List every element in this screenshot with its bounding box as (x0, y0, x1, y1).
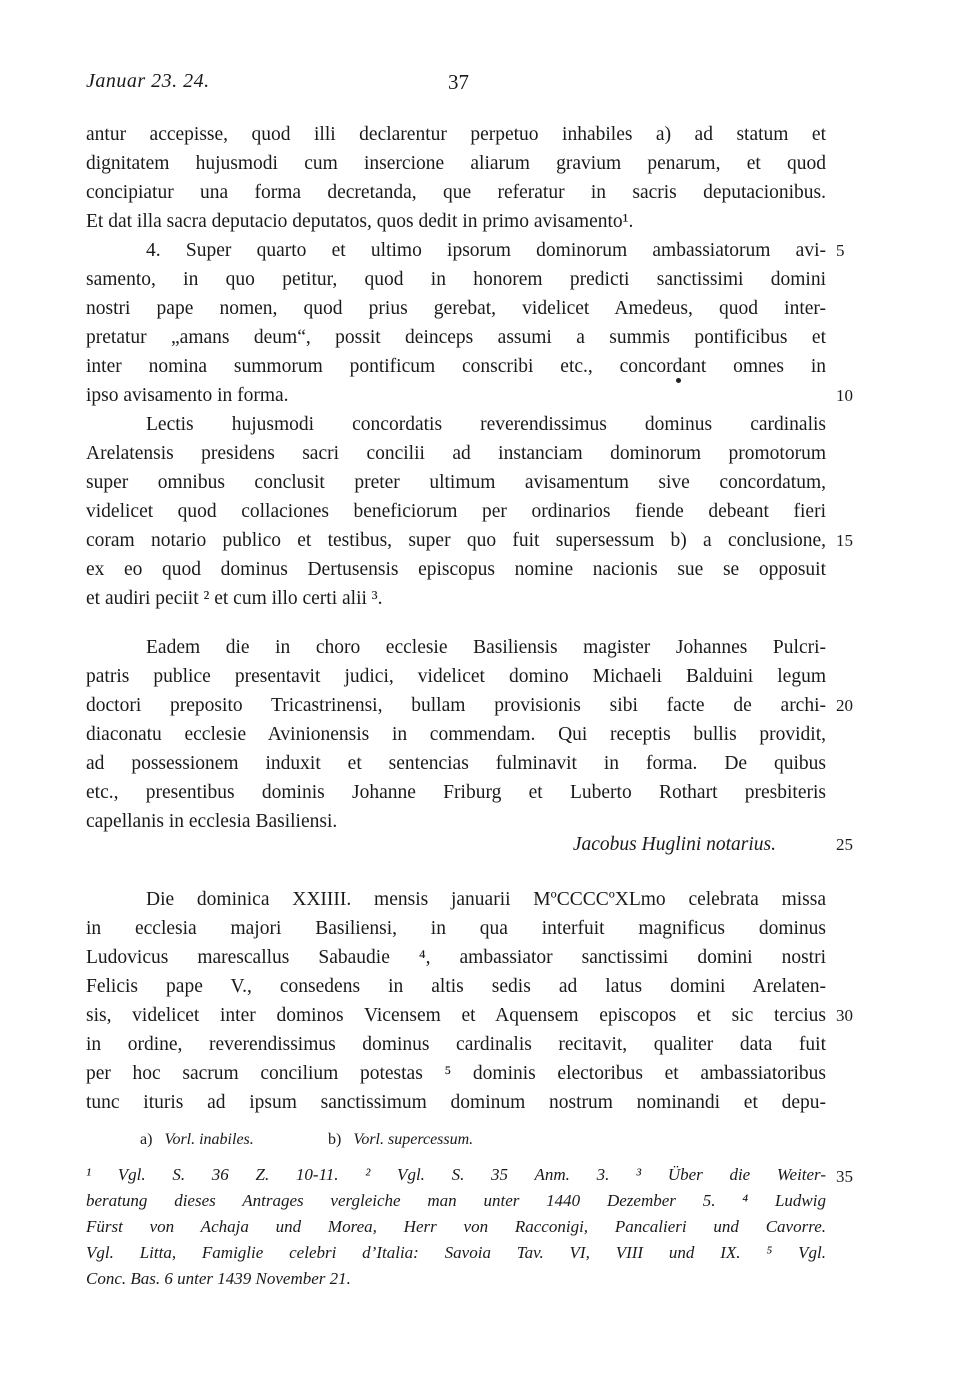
text-line: ex eo quod dominus Dertusensis episcopus nomine nacionis sue se opposuit (86, 559, 826, 580)
text-line: Die dominica XXIIII. mensis januarii MºCCCCºXLmo celebrata missa (146, 889, 826, 910)
text-line: sis, videlicet inter dominos Vicensem et Aquensem episcopos et sic tercius (86, 1005, 826, 1026)
text-line: 4. Super quarto et ultimo ipsorum dominorum ambassiatorum avi- (146, 240, 826, 261)
footnote-line: ¹ Vgl. S. 36 Z. 10-11. ² Vgl. S. 35 Anm. 3. ³ Über die Weiter- (86, 1165, 826, 1184)
text-note-text: Vorl. supercessum. (353, 1131, 474, 1148)
text-line: Lectis hujusmodi concordatis reverendissimus dominus cardinalis (146, 414, 826, 435)
line-number: 10 (836, 386, 853, 405)
text-line: antur accepisse, quod illi declarentur perpetuo inhabiles a) ad statum et (86, 124, 826, 145)
text-line: pretatur „amans deum“, possit deinceps assumi a summis pontificibus et (86, 327, 826, 348)
text-line: doctori preposito Tricastrinensi, bullam provisionis sibi facte de archi- (86, 695, 826, 716)
line-number: 25 (836, 835, 853, 854)
text-line: ad possessionem induxit et sentencias fulminavit in forma. De quibus (86, 753, 826, 774)
text-line: Arelatensis presidens sacri concilii ad instanciam dominorum promotorum (86, 443, 826, 464)
signature-line: Jacobus Huglini notarius. (572, 834, 776, 855)
text-line: tunc ituris ad ipsum sanctissimum dominum nostrum nominandi et depu- (86, 1092, 826, 1113)
running-head: Januar 23. 24. (86, 70, 210, 92)
text-note-text: Vorl. inabiles. (164, 1131, 254, 1148)
text-line: in ordine, reverendissimus dominus cardinalis recitavit, qualiter data fuit (86, 1034, 826, 1055)
text-line: videlicet quod collaciones beneficiorum per ordinarios fiende debeant fieri (86, 501, 826, 522)
text-note-a (140, 1128, 254, 1152)
text-line: diaconatu ecclesie Avinionensis in commendam. Qui receptis bullis providit, (86, 724, 826, 745)
text-line: capellanis in ecclesia Basiliensi. (86, 811, 338, 832)
text-line: inter nomina summorum pontificum conscribi etc., concordant omnes in (86, 356, 826, 377)
page-header (86, 70, 826, 100)
footnote-line: Conc. Bas. 6 unter 1439 November 21. (86, 1269, 351, 1288)
footnote-line: beratung dieses Antrages vergleiche man unter 1440 Dezember 5. ⁴ Ludwig (86, 1191, 826, 1210)
footnote-line: Fürst von Achaja und Morea, Herr von Racconigi, Pancalieri und Cavorre. (86, 1217, 826, 1236)
line-number: 5 (836, 241, 845, 260)
text-line: patris publice presentavit judici, videlicet domino Michaeli Balduini legum (86, 666, 826, 687)
line-number: 35 (836, 1167, 853, 1186)
line-number: 30 (836, 1006, 853, 1025)
text-line: super omnibus conclusit preter ultimum avisamentum sive concordatum, (86, 472, 826, 493)
text-note-mark: a) (140, 1131, 153, 1148)
text-line: etc., presentibus dominis Johanne Friburg et Luberto Rothart presbiteris (86, 782, 826, 803)
line-number: 15 (836, 531, 853, 550)
text-line: Eadem die in choro ecclesie Basiliensis magister Johannes Pulcri- (146, 637, 826, 658)
text-note-b (328, 1128, 473, 1152)
text-line: et audiri peciit ² et cum illo certi alii ³. (86, 588, 383, 609)
text-line: Felicis pape V., consedens in altis sedis ad latus domini Arelaten- (86, 976, 826, 997)
text-line: nostri pape nomen, quod prius gerebat, videlicet Amedeus, quod inter- (86, 298, 826, 319)
text-line: concipiatur una forma decretanda, que referatur in sacris deputacionibus. (86, 182, 826, 203)
text-line: ipso avisamento in forma. (86, 385, 289, 406)
ink-dot (676, 378, 681, 383)
text-line: coram notario publico et testibus, super quo fuit supersessum b) a conclusione, (86, 530, 826, 551)
text-line: dignitatem hujusmodi cum insercione aliarum gravium penarum, et quod (86, 153, 826, 174)
text-line: in ecclesia majori Basiliensi, in qua interfuit magnificus dominus (86, 918, 826, 939)
text-line: Ludovicus marescallus Sabaudie ⁴, ambassiator sanctissimi domini nostri (86, 947, 826, 968)
line-number: 20 (836, 696, 853, 715)
page-number: 37 (448, 70, 469, 94)
text-line: samento, in quo petitur, quod in honorem predicti sanctissimi domini (86, 269, 826, 290)
text-note-mark: b) (328, 1131, 342, 1148)
text-line: per hoc sacrum concilium potestas ⁵ dominis electoribus et ambassiatoribus (86, 1063, 826, 1084)
text-line: Et dat illa sacra deputacio deputatos, quos dedit in primo avisamento¹. (86, 211, 634, 232)
footnote-line: Vgl. Litta, Famiglie celebri d’Italia: Savoia Tav. VI, VIII und IX. ⁵ Vgl. (86, 1243, 826, 1262)
